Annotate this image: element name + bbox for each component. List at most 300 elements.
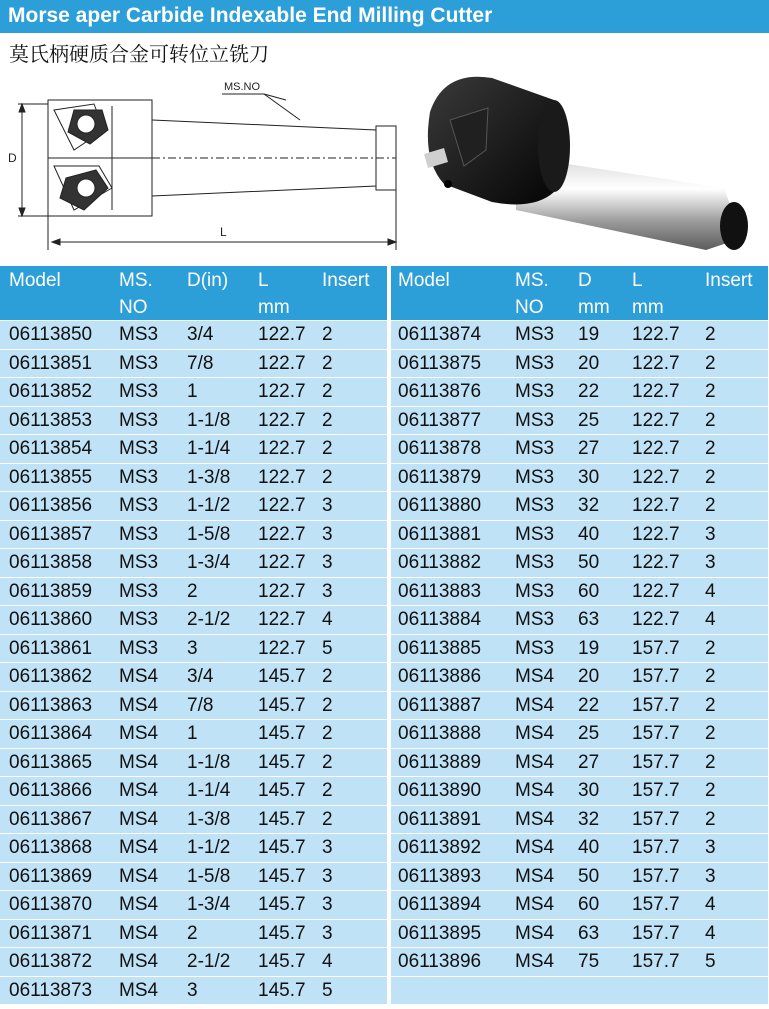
cell-insert: 3 (322, 837, 333, 858)
cell-l: 122.7 (632, 466, 680, 488)
header-d: D mm (578, 270, 610, 318)
cell-l: 122.7 (632, 409, 680, 431)
table-row (391, 862, 768, 891)
cell-model: 06113860 (9, 609, 93, 630)
cell-l: 157.7 (632, 723, 680, 744)
cell-l: 145.7 (258, 723, 306, 744)
cell-d: 1-1/8 (187, 409, 231, 431)
page-subtitle: 莫氏柄硬质合金可转位立铣刀 (9, 42, 269, 66)
product-photo (404, 60, 764, 260)
table-row (0, 833, 387, 862)
cell-model: 06113861 (9, 637, 93, 659)
table-row (391, 662, 768, 691)
cell-l: 145.7 (258, 837, 306, 858)
cell-l: 122.7 (632, 381, 680, 402)
cell-insert: 2 (705, 666, 716, 687)
page-title: Morse aper Carbide Indexable End Milling Cutter (8, 4, 493, 27)
cell-d: 25 (578, 409, 600, 431)
cell-d: 1-1/4 (187, 438, 231, 459)
cell-l: 122.7 (258, 637, 306, 659)
table-row (0, 890, 387, 919)
cell-ms-no: MS3 (515, 381, 555, 402)
cell-ms-no: MS3 (515, 552, 555, 573)
cell-l: 122.7 (258, 552, 306, 573)
cell-insert: 2 (322, 751, 333, 773)
cell-insert: 2 (705, 751, 716, 773)
cell-l: 122.7 (258, 495, 306, 516)
cell-ms-no: MS4 (515, 865, 555, 887)
cell-ms-no: MS3 (119, 352, 159, 374)
cell-d: 22 (578, 694, 600, 716)
cell-l: 145.7 (258, 694, 306, 716)
cell-ms-no: MS4 (515, 894, 555, 915)
table-row (391, 919, 768, 948)
cell-model: 06113850 (9, 324, 93, 345)
cell-ms-no: MS4 (119, 666, 159, 687)
cell-d: 3/4 (187, 666, 214, 687)
cell-model: 06113885 (398, 637, 482, 659)
table-row (391, 890, 768, 919)
cell-insert: 3 (322, 552, 333, 573)
cell-d: 19 (578, 637, 600, 659)
cell-model: 06113851 (9, 352, 93, 374)
cell-l: 122.7 (258, 352, 306, 374)
cell-l: 145.7 (258, 894, 306, 915)
cell-insert: 5 (322, 637, 333, 659)
empty-row (391, 976, 768, 1005)
cell-ms-no: MS4 (119, 837, 159, 858)
cell-model: 06113887 (398, 694, 482, 716)
table-row (0, 377, 387, 406)
cell-insert: 3 (322, 495, 333, 516)
cell-ms-no: MS3 (515, 523, 555, 545)
cell-l: 157.7 (632, 751, 680, 773)
cell-ms-no: MS3 (119, 637, 159, 659)
table-row (391, 748, 768, 777)
cell-l: 122.7 (632, 324, 680, 345)
cell-ms-no: MS4 (119, 780, 159, 801)
cell-model: 06113889 (398, 751, 482, 773)
cell-model: 06113886 (398, 666, 482, 687)
right-table (391, 266, 768, 1004)
cell-ms-no: MS3 (119, 580, 159, 602)
cell-ms-no: MS4 (515, 751, 555, 773)
cell-insert: 2 (705, 780, 716, 801)
cell-l: 122.7 (632, 495, 680, 516)
cell-insert: 2 (705, 694, 716, 716)
cell-l: 122.7 (632, 523, 680, 545)
cell-l: 157.7 (632, 666, 680, 687)
table-row (391, 349, 768, 378)
table-row (0, 719, 387, 748)
cell-model: 06113859 (9, 580, 93, 602)
cell-l: 145.7 (258, 808, 306, 830)
cell-ms-no: MS4 (515, 808, 555, 830)
cell-d: 1-3/4 (187, 552, 231, 573)
cell-insert: 3 (705, 552, 716, 573)
cell-l: 157.7 (632, 808, 680, 830)
cell-l: 145.7 (258, 951, 306, 972)
cell-d: 3 (187, 979, 198, 1001)
cell-model: 06113892 (398, 837, 482, 858)
cell-ms-no: MS4 (515, 837, 555, 858)
cell-l: 157.7 (632, 951, 680, 972)
cell-insert: 2 (705, 495, 716, 516)
cell-insert: 2 (322, 723, 333, 744)
cell-ms-no: MS4 (119, 922, 159, 944)
table-row (391, 776, 768, 805)
table-row (0, 947, 387, 976)
cell-ms-no: MS3 (515, 637, 555, 659)
right-table-header (391, 266, 768, 320)
table-row (391, 634, 768, 663)
d-dimension-label: D (8, 151, 17, 165)
cell-model: 06113872 (9, 951, 93, 972)
cell-d: 22 (578, 381, 600, 402)
cell-insert: 2 (705, 637, 716, 659)
cell-ms-no: MS3 (119, 552, 159, 573)
cell-ms-no: MS3 (119, 381, 159, 402)
table-row (0, 577, 387, 606)
header-ms-no: MS. NO (119, 270, 153, 318)
cell-d: 32 (578, 495, 600, 516)
cell-d: 20 (578, 666, 600, 687)
table-row (391, 605, 768, 634)
cell-l: 145.7 (258, 979, 306, 1001)
table-row (0, 491, 387, 520)
cell-ms-no: MS4 (119, 951, 159, 972)
cell-d: 1-5/8 (187, 865, 231, 887)
table-row (391, 719, 768, 748)
header-ms-no: MS. NO (515, 270, 549, 318)
ms-no-label: MS.NO (224, 81, 261, 93)
cell-d: 40 (578, 837, 600, 858)
table-row (391, 434, 768, 463)
cell-d: 40 (578, 523, 600, 545)
cell-ms-no: MS4 (515, 780, 555, 801)
cell-model: 06113862 (9, 666, 93, 687)
table-row (0, 919, 387, 948)
table-row (0, 463, 387, 492)
table-row (391, 491, 768, 520)
cell-ms-no: MS3 (515, 609, 555, 630)
cell-model: 06113874 (398, 324, 482, 345)
cell-insert: 5 (322, 979, 333, 1001)
cell-d: 1 (187, 723, 198, 744)
cell-d: 1-1/8 (187, 751, 231, 773)
cell-ms-no: MS3 (515, 324, 555, 345)
cell-insert: 3 (705, 865, 716, 887)
cell-l: 157.7 (632, 894, 680, 915)
cell-l: 122.7 (632, 609, 680, 630)
cell-model: 06113863 (9, 694, 93, 716)
cell-model: 06113857 (9, 523, 93, 545)
cell-d: 1-1/2 (187, 837, 231, 858)
table-row (391, 463, 768, 492)
table-row (391, 377, 768, 406)
table-row (0, 434, 387, 463)
cell-insert: 2 (705, 466, 716, 488)
table-row (0, 548, 387, 577)
cell-insert: 2 (705, 352, 716, 374)
cell-model: 06113852 (9, 381, 93, 402)
cell-insert: 4 (705, 580, 716, 602)
cell-d: 63 (578, 922, 600, 944)
cell-l: 145.7 (258, 865, 306, 887)
table-row (391, 577, 768, 606)
cell-insert: 3 (705, 523, 716, 545)
header-l: L mm (632, 270, 664, 318)
table-divider (387, 266, 391, 1009)
cell-model: 06113891 (398, 808, 482, 830)
cell-model: 06113881 (398, 523, 482, 545)
cell-d: 1-3/8 (187, 808, 231, 830)
cell-ms-no: MS3 (119, 495, 159, 516)
cell-insert: 4 (705, 609, 716, 630)
cell-model: 06113879 (398, 466, 482, 488)
cell-model: 06113873 (9, 979, 93, 1001)
cell-model: 06113878 (398, 438, 482, 459)
cell-l: 122.7 (632, 438, 680, 459)
cell-d: 2 (187, 922, 198, 944)
table-row (0, 320, 387, 349)
cell-l: 122.7 (632, 552, 680, 573)
cell-d: 1-3/8 (187, 466, 231, 488)
header-d: D(in) (187, 270, 229, 291)
cell-ms-no: MS4 (119, 808, 159, 830)
cell-ms-no: MS3 (515, 495, 555, 516)
cell-insert: 3 (322, 523, 333, 545)
cell-d: 30 (578, 780, 600, 801)
table-row (391, 406, 768, 435)
l-dimension-label: L (220, 225, 227, 239)
cell-ms-no: MS4 (515, 666, 555, 687)
cell-model: 06113877 (398, 409, 482, 431)
cell-d: 30 (578, 466, 600, 488)
cell-model: 06113893 (398, 865, 482, 887)
cell-insert: 2 (322, 324, 333, 345)
cell-ms-no: MS4 (515, 922, 555, 944)
header-insert: Insert (322, 270, 370, 291)
table-row (0, 976, 387, 1005)
cell-model: 06113894 (398, 894, 482, 915)
technical-drawing (4, 70, 406, 256)
cell-insert: 2 (705, 409, 716, 431)
cell-insert: 2 (322, 381, 333, 402)
cell-l: 122.7 (632, 352, 680, 374)
cell-model: 06113856 (9, 495, 93, 516)
cell-d: 1-5/8 (187, 523, 231, 545)
cell-d: 60 (578, 580, 600, 602)
cell-d: 1-3/4 (187, 894, 231, 915)
cell-d: 63 (578, 609, 600, 630)
cell-d: 3/4 (187, 324, 214, 345)
cell-l: 145.7 (258, 751, 306, 773)
cell-ms-no: MS3 (119, 523, 159, 545)
table-row (391, 520, 768, 549)
cell-l: 157.7 (632, 637, 680, 659)
cell-model: 06113854 (9, 438, 93, 459)
cell-l: 157.7 (632, 694, 680, 716)
cell-l: 122.7 (258, 580, 306, 602)
cell-d: 25 (578, 723, 600, 744)
cell-d: 2 (187, 580, 198, 602)
cell-model: 06113858 (9, 552, 93, 573)
cell-ms-no: MS4 (119, 751, 159, 773)
cell-l: 145.7 (258, 922, 306, 944)
table-row (0, 691, 387, 720)
table-row (0, 349, 387, 378)
cell-d: 2-1/2 (187, 951, 231, 972)
cell-ms-no: MS3 (515, 352, 555, 374)
cell-d: 19 (578, 324, 600, 345)
cell-insert: 3 (322, 894, 333, 915)
table-row (0, 406, 387, 435)
header-model: Model (9, 270, 61, 291)
table-row (0, 605, 387, 634)
cell-l: 122.7 (258, 324, 306, 345)
cell-model: 06113865 (9, 751, 93, 773)
table-row (0, 520, 387, 549)
cell-ms-no: MS3 (515, 409, 555, 431)
table-row (0, 748, 387, 777)
cell-model: 06113880 (398, 495, 482, 516)
cell-d: 27 (578, 438, 600, 459)
table-row (0, 862, 387, 891)
cell-ms-no: MS3 (515, 580, 555, 602)
cell-insert: 2 (322, 808, 333, 830)
cell-d: 1-1/2 (187, 495, 231, 516)
cell-ms-no: MS3 (119, 324, 159, 345)
cell-model: 06113871 (9, 922, 93, 944)
cell-insert: 2 (705, 438, 716, 459)
cell-d: 50 (578, 552, 600, 573)
header-l: L mm (258, 270, 290, 318)
cell-insert: 2 (322, 409, 333, 431)
cell-l: 157.7 (632, 837, 680, 858)
cell-model: 06113864 (9, 723, 93, 744)
cell-l: 122.7 (258, 523, 306, 545)
cell-d: 2-1/2 (187, 609, 231, 630)
cell-insert: 3 (322, 580, 333, 602)
cell-ms-no: MS4 (119, 865, 159, 887)
table-row (391, 548, 768, 577)
cell-d: 27 (578, 751, 600, 773)
cell-l: 145.7 (258, 666, 306, 687)
cell-insert: 2 (322, 352, 333, 374)
cell-l: 157.7 (632, 865, 680, 887)
header-model: Model (398, 270, 450, 291)
table-row (0, 662, 387, 691)
title-bar (0, 0, 769, 33)
cell-model: 06113869 (9, 865, 93, 887)
cell-d: 1-1/4 (187, 780, 231, 801)
table-row (391, 691, 768, 720)
left-table-header (0, 266, 387, 320)
cell-ms-no: MS4 (515, 951, 555, 972)
table-row (391, 320, 768, 349)
cell-model: 06113853 (9, 409, 93, 431)
cell-insert: 2 (705, 324, 716, 345)
cell-ms-no: MS3 (119, 609, 159, 630)
cell-l: 122.7 (258, 381, 306, 402)
cell-model: 06113888 (398, 723, 482, 744)
cell-d: 7/8 (187, 694, 214, 716)
table-row (391, 947, 768, 976)
cell-insert: 2 (705, 723, 716, 744)
table-row (391, 833, 768, 862)
cell-insert: 4 (322, 951, 333, 972)
cell-insert: 2 (705, 381, 716, 402)
cell-model: 06113895 (398, 922, 482, 944)
cell-ms-no: MS4 (119, 894, 159, 915)
cell-l: 157.7 (632, 922, 680, 944)
cell-insert: 2 (322, 780, 333, 801)
cell-insert: 4 (705, 922, 716, 944)
cell-l: 145.7 (258, 780, 306, 801)
cell-ms-no: MS4 (119, 694, 159, 716)
cell-d: 32 (578, 808, 600, 830)
table-row (391, 805, 768, 834)
cell-ms-no: MS3 (119, 409, 159, 431)
cell-ms-no: MS3 (119, 466, 159, 488)
cell-ms-no: MS4 (119, 979, 159, 1001)
table-row (0, 634, 387, 663)
cell-model: 06113870 (9, 894, 93, 915)
cell-insert: 2 (322, 466, 333, 488)
cell-ms-no: MS3 (515, 466, 555, 488)
cell-model: 06113896 (398, 951, 482, 972)
cell-model: 06113876 (398, 381, 482, 402)
cell-model: 06113866 (9, 780, 93, 801)
cell-insert: 2 (322, 666, 333, 687)
cell-insert: 5 (705, 951, 716, 972)
cell-insert: 3 (322, 865, 333, 887)
cell-model: 06113875 (398, 352, 482, 374)
cell-ms-no: MS3 (515, 438, 555, 459)
cell-model: 06113855 (9, 466, 93, 488)
cell-d: 50 (578, 865, 600, 887)
cell-d: 3 (187, 637, 198, 659)
cell-l: 157.7 (632, 780, 680, 801)
cell-ms-no: MS4 (119, 723, 159, 744)
cell-insert: 4 (705, 894, 716, 915)
cell-insert: 2 (705, 808, 716, 830)
cell-d: 7/8 (187, 352, 214, 374)
cell-insert: 3 (322, 922, 333, 944)
cell-ms-no: MS4 (515, 694, 555, 716)
cell-d: 1 (187, 381, 198, 402)
cell-ms-no: MS3 (119, 438, 159, 459)
cell-model: 06113882 (398, 552, 482, 573)
cell-model: 06113868 (9, 837, 93, 858)
cell-insert: 4 (322, 609, 333, 630)
cell-insert: 3 (705, 837, 716, 858)
cell-l: 122.7 (632, 580, 680, 602)
cell-l: 122.7 (258, 438, 306, 459)
header-insert: Insert (705, 270, 753, 291)
cell-model: 06113890 (398, 780, 482, 801)
cell-l: 122.7 (258, 409, 306, 431)
cell-insert: 2 (322, 694, 333, 716)
cell-d: 75 (578, 951, 600, 972)
cell-model: 06113884 (398, 609, 482, 630)
left-table (0, 266, 387, 1004)
cell-l: 122.7 (258, 609, 306, 630)
table-row (0, 776, 387, 805)
cell-model: 06113867 (9, 808, 93, 830)
cell-ms-no: MS4 (515, 723, 555, 744)
